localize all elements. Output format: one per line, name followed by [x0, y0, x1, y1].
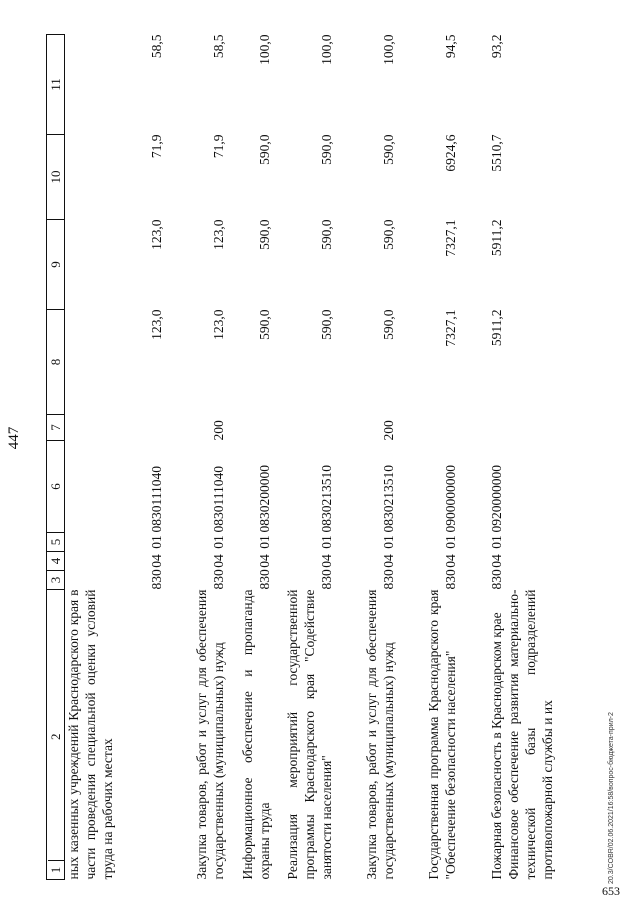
- cell-plan: 590,0: [318, 309, 334, 340]
- header-col-9: 9: [47, 220, 65, 310]
- cell-executed: 71,9: [148, 134, 164, 159]
- cell-vr: [505, 415, 567, 441]
- cell-csr: 0900000000: [442, 465, 458, 533]
- header-col-1-2: [47, 590, 65, 880]
- row-name: Информационное обеспечение и пропаганда охраны труда: [239, 589, 272, 880]
- table-row: [397, 35, 459, 880]
- cell-plan: 590,0: [256, 309, 272, 340]
- cell-refined-plan: 590,0: [256, 219, 272, 250]
- cell-executed: [505, 135, 567, 220]
- cell-ved: 830: [488, 569, 504, 590]
- table-header-row: [47, 35, 65, 880]
- cell-vr: [227, 415, 273, 441]
- cell-percent: 93,2: [488, 34, 504, 59]
- cell-plan: 5911,2: [488, 309, 504, 347]
- cell-plan: 123,0: [148, 309, 164, 340]
- cell-refined-plan: 7327,1: [442, 219, 458, 257]
- cell-rz: 04: [488, 554, 504, 568]
- cell-executed: 590,0: [380, 134, 396, 165]
- row-name: Реализация мероприятий государственной программы Краснодарского края "Содействие занятости населения": [284, 589, 334, 880]
- cell-csr: [505, 441, 567, 533]
- cell-executed: 590,0: [318, 134, 334, 165]
- cell-pr: 01: [210, 535, 226, 549]
- cell-csr: 0830111040: [210, 466, 226, 533]
- cell-percent: 100,0: [256, 34, 272, 65]
- header-col-11: 11: [47, 35, 65, 135]
- header-col-5: 5: [47, 533, 65, 552]
- cell-csr: 0830213510: [380, 465, 396, 533]
- cell-percent: 100,0: [318, 34, 334, 65]
- cell-rz: 04: [380, 554, 396, 568]
- row-name: Финансовое обеспечение развития материально-технической базы подразделений противопожарной службы и их: [505, 589, 555, 880]
- cell-refined-plan: 5911,2: [488, 219, 504, 257]
- cell-ved: 830: [442, 569, 458, 590]
- table-row: [335, 35, 397, 880]
- cell-executed: 6924,6: [442, 134, 458, 172]
- header-col-2: 2: [47, 733, 63, 740]
- cell-rz: 04: [256, 554, 272, 568]
- table-row: [505, 35, 567, 880]
- cell-executed: 5510,7: [488, 134, 504, 172]
- cell-refined-plan: 590,0: [380, 219, 396, 250]
- cell-pr: 01: [380, 535, 396, 549]
- header-col-8: 8: [47, 310, 65, 415]
- header-col-4: 4: [47, 552, 65, 571]
- cell-vr: [273, 415, 335, 441]
- cell-pr: 01: [318, 535, 334, 549]
- cell-plan: 7327,1: [442, 309, 458, 347]
- row-name: Закупка товаров, работ и услуг для обеспечения государственных (муниципальных) нужд: [363, 589, 396, 880]
- cell-rz: 04: [148, 554, 164, 568]
- cell-plan: [505, 310, 567, 415]
- cell-plan: 123,0: [210, 309, 226, 340]
- cell-rz: 04: [318, 554, 334, 568]
- cell-vr: [397, 415, 459, 441]
- document-id-footer: 20.3/COBR/02.06.2021/16:58/вопрос-бюджета-прил-2: [608, 712, 615, 884]
- cell-plan: 590,0: [380, 309, 396, 340]
- cell-vr: 200: [210, 420, 226, 441]
- cell-ved: 830: [318, 569, 334, 590]
- cell-refined-plan: 123,0: [148, 219, 164, 250]
- page-number-top: 447: [6, 426, 22, 450]
- cell-rz: 04: [210, 554, 226, 568]
- row-name: Государственная программа Краснодарского края "Обеспечение безопасности населения": [425, 589, 458, 880]
- cell-pr: [505, 533, 567, 552]
- cell-vr: 200: [380, 420, 396, 441]
- cell-ved: [505, 571, 567, 590]
- cell-csr: 0830213510: [318, 465, 334, 533]
- cell-csr: 0830111040: [148, 466, 164, 533]
- row-name: Закупка товаров, работ и услуг для обеспечения государственных (муниципальных) нужд: [193, 589, 226, 880]
- cell-percent: 58,5: [210, 34, 226, 59]
- cell-pr: 01: [256, 535, 272, 549]
- cell-vr: [65, 415, 165, 441]
- budget-table: [46, 34, 567, 880]
- cell-percent: 94,5: [442, 34, 458, 59]
- row-name: ных казенных учреждений Краснодарского края в части проведения специальной оценки условий труда на рабочих местах: [66, 589, 115, 880]
- cell-refined-plan: [505, 220, 567, 310]
- cell-pr: 01: [488, 535, 504, 549]
- cell-csr: 0830200000: [256, 465, 272, 533]
- cell-executed: 590,0: [256, 134, 272, 165]
- table-row: [459, 35, 505, 880]
- header-col-3: 3: [47, 571, 65, 590]
- table-row: [273, 35, 335, 880]
- cell-percent: 100,0: [380, 34, 396, 65]
- header-col-1: 1: [48, 860, 64, 879]
- cell-percent: [505, 35, 567, 135]
- cell-pr: 01: [148, 535, 164, 549]
- cell-rz: 04: [442, 554, 458, 568]
- cell-pr: 01: [442, 535, 458, 549]
- header-col-6: 6: [47, 441, 65, 533]
- cell-ved: 830: [256, 569, 272, 590]
- cell-ved: 830: [148, 569, 164, 590]
- table-row: [65, 35, 165, 880]
- cell-vr: [459, 415, 505, 441]
- cell-executed: 71,9: [210, 134, 226, 159]
- cell-ved: 830: [210, 569, 226, 590]
- cell-ved: 830: [380, 569, 396, 590]
- header-col-7: 7: [47, 415, 65, 441]
- row-name: Пожарная безопасность в Краснодарском крае: [488, 612, 504, 880]
- header-col-10: 10: [47, 135, 65, 220]
- cell-rz: [505, 552, 567, 571]
- cell-csr: 0920000000: [488, 465, 504, 533]
- cell-refined-plan: 590,0: [318, 219, 334, 250]
- cell-percent: 58,5: [148, 34, 164, 59]
- table-row: [165, 35, 227, 880]
- table-row: [227, 35, 273, 880]
- cell-refined-plan: 123,0: [210, 219, 226, 250]
- page-number-bottom: 653: [602, 884, 620, 898]
- rotated-content: [6, 30, 615, 890]
